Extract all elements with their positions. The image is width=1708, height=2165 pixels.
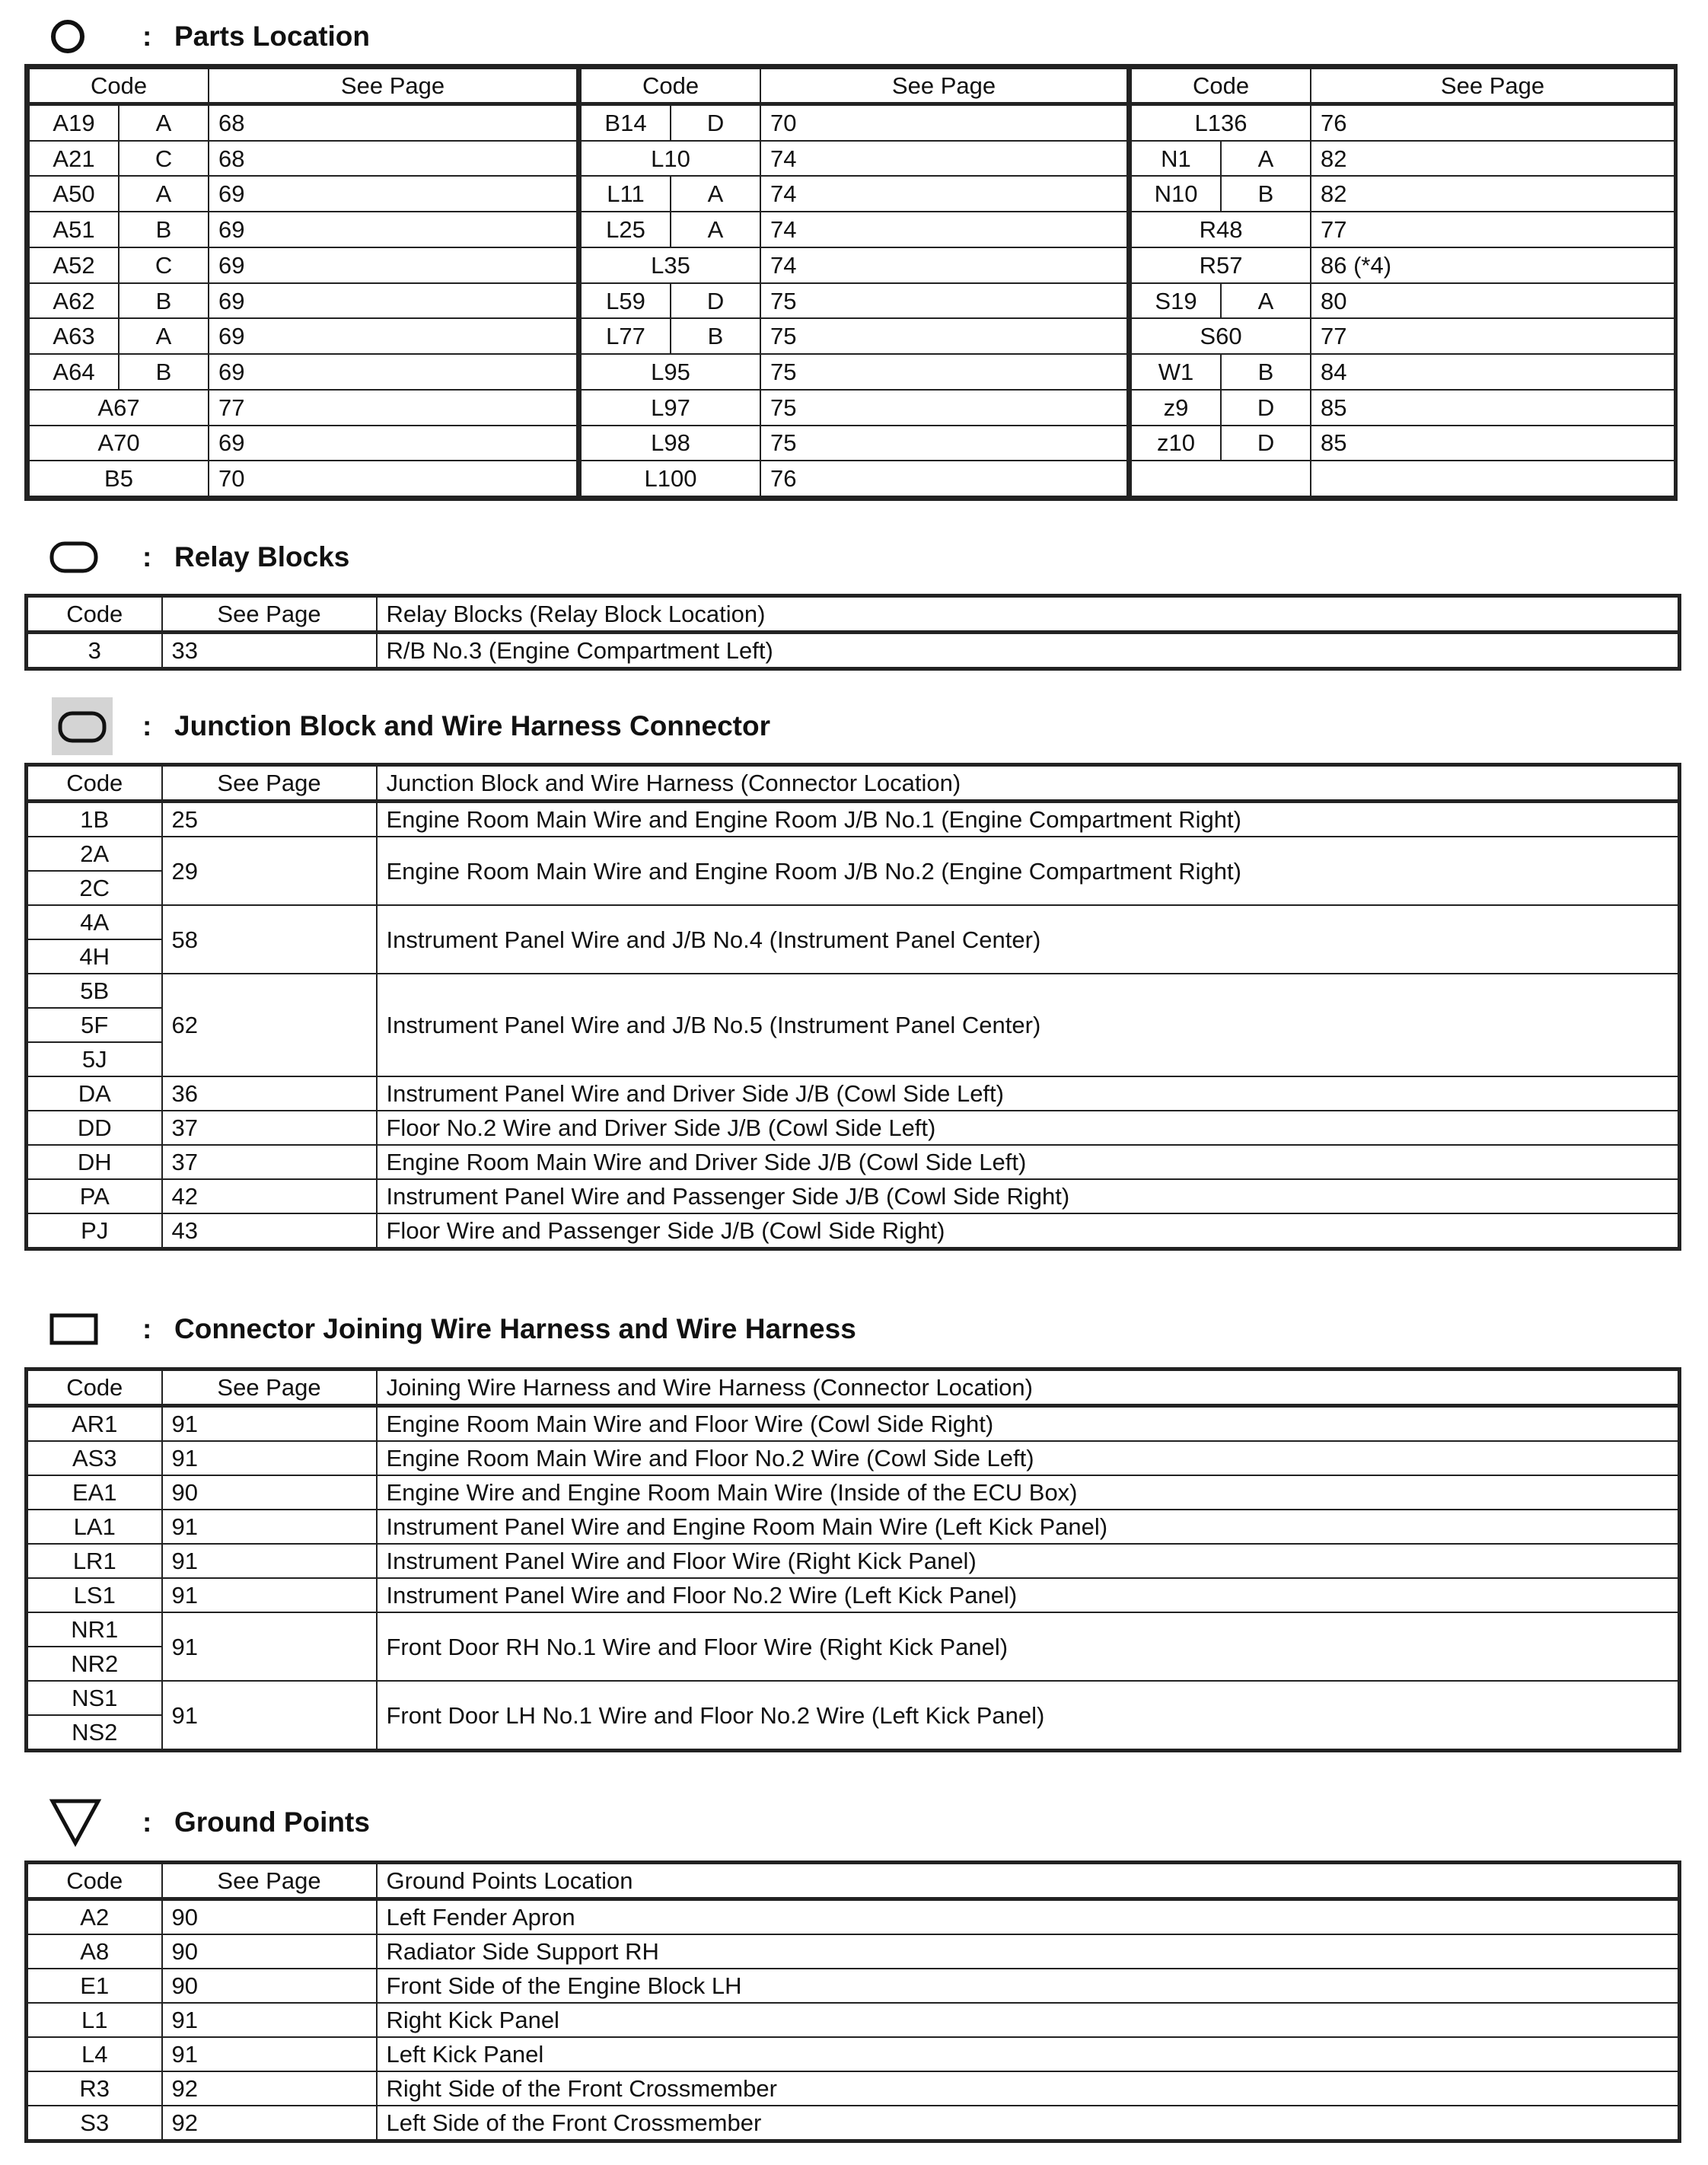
relay-blocks-table: [24, 594, 1681, 671]
table-row: [1131, 104, 1675, 141]
code-cell: AR1: [27, 1406, 162, 1442]
ground-points-heading: [0, 1792, 1675, 1853]
parts-location-table: [24, 64, 1678, 501]
description-header: Relay Blocks (Relay Block Location): [377, 596, 1680, 633]
table-row: [27, 633, 1680, 669]
see-page-value: 86 (*4): [1311, 247, 1675, 283]
see-page-value: 90: [162, 1934, 377, 1969]
see-page-value: 84: [1311, 354, 1675, 390]
table-row: [1131, 141, 1675, 177]
part-code: L136: [1131, 104, 1311, 141]
table-row: [27, 905, 1680, 939]
location-description: Instrument Panel Wire and Floor Wire (Right Kick Panel): [377, 1544, 1680, 1578]
table-row: [581, 283, 1127, 319]
location-description: Instrument Panel Wire and Passenger Side J/B (Cowl Side Right): [377, 1179, 1680, 1213]
part-code: A21: [29, 141, 119, 177]
code-header: Code: [27, 1369, 162, 1406]
table-row: [1131, 176, 1675, 212]
ground-points-table: [24, 1860, 1681, 2143]
part-sub-code: A: [119, 176, 209, 212]
table-row: [29, 426, 577, 461]
see-page-value: 69: [209, 318, 577, 354]
see-page-value: 91: [162, 1681, 377, 1751]
part-code: L59: [581, 283, 671, 319]
code-cell: L1: [27, 2003, 162, 2037]
see-page-value: 43: [162, 1213, 377, 1249]
section-title: Relay Blocks: [174, 541, 350, 572]
location-description: Engine Room Main Wire and Engine Room J/B No.1 (Engine Compartment Right): [377, 802, 1680, 837]
code-cell: NS1: [27, 1681, 162, 1715]
table-row: [29, 247, 577, 283]
location-description: Engine Room Main Wire and Floor Wire (Cowl Side Right): [377, 1406, 1680, 1442]
see-page-value: 69: [209, 283, 577, 319]
part-code: L25: [581, 212, 671, 247]
see-page-value: 37: [162, 1111, 377, 1145]
part-code: L10: [581, 141, 760, 177]
code-header: Code: [27, 596, 162, 633]
table-row: [27, 2071, 1680, 2106]
table-row: [27, 974, 1680, 1008]
table-row: [27, 1578, 1680, 1612]
table-row: [581, 104, 1127, 141]
code-cell: EA1: [27, 1475, 162, 1510]
see-page-value: 29: [162, 837, 377, 905]
location-description: Left Fender Apron: [377, 1899, 1680, 1935]
table-row: [29, 318, 577, 354]
code-cell: 4A: [27, 905, 162, 939]
table-row: [27, 802, 1680, 837]
see-page-header: See Page: [162, 596, 377, 633]
see-page-header: See Page: [760, 69, 1127, 104]
see-page-value: 74: [760, 141, 1127, 177]
see-page-value: 42: [162, 1179, 377, 1213]
table-row: [581, 176, 1127, 212]
part-sub-code: D: [1221, 390, 1311, 426]
code-cell: 5F: [27, 1008, 162, 1042]
section-title: Connector Joining Wire Harness and Wire Harness: [174, 1313, 856, 1344]
table-row: [1131, 212, 1675, 247]
see-page-value: 69: [209, 176, 577, 212]
part-sub-code: D: [671, 283, 760, 319]
see-page-value: 75: [760, 390, 1127, 426]
part-code: z9: [1131, 390, 1221, 426]
code-cell: DH: [27, 1145, 162, 1179]
part-sub-code: C: [119, 141, 209, 177]
part-code: z10: [1131, 426, 1221, 461]
location-description: Right Kick Panel: [377, 2003, 1680, 2037]
see-page-value: 91: [162, 1510, 377, 1544]
part-code: L11: [581, 176, 671, 212]
table-row: [581, 390, 1127, 426]
part-code: S60: [1131, 318, 1311, 354]
part-sub-code: B: [119, 354, 209, 390]
part-code: A62: [29, 283, 119, 319]
table-row: [29, 461, 577, 496]
see-page-value: 85: [1311, 426, 1675, 461]
part-sub-code: B: [1221, 354, 1311, 390]
location-description: R/B No.3 (Engine Compartment Left): [377, 633, 1680, 669]
code-cell: A2: [27, 1899, 162, 1935]
part-code: L100: [581, 461, 760, 496]
see-page-value: 70: [209, 461, 577, 496]
see-page-value: 91: [162, 1441, 377, 1475]
see-page-value: 75: [760, 318, 1127, 354]
part-code: S19: [1131, 283, 1221, 319]
part-sub-code: B: [119, 283, 209, 319]
see-page-value: 76: [1311, 104, 1675, 141]
code-cell: 4H: [27, 939, 162, 974]
see-page-value: 70: [760, 104, 1127, 141]
see-page-value: 82: [1311, 176, 1675, 212]
table-row: [1131, 247, 1675, 283]
location-description: Engine Room Main Wire and Floor No.2 Wire (Cowl Side Left): [377, 1441, 1680, 1475]
location-description: Engine Wire and Engine Room Main Wire (Inside of the ECU Box): [377, 1475, 1680, 1510]
see-page-value: 90: [162, 1899, 377, 1935]
code-cell: DA: [27, 1076, 162, 1111]
part-sub-code: D: [1221, 426, 1311, 461]
part-code: L97: [581, 390, 760, 426]
code-cell: 5B: [27, 974, 162, 1008]
table-row: [27, 1544, 1680, 1578]
code-cell: DD: [27, 1111, 162, 1145]
see-page-value: 69: [209, 212, 577, 247]
table-row: [29, 104, 577, 141]
see-page-header: See Page: [162, 1369, 377, 1406]
part-sub-code: A: [671, 212, 760, 247]
see-page-value: 90: [162, 1969, 377, 2003]
table-row: [27, 2106, 1680, 2141]
see-page-value: 69: [209, 247, 577, 283]
part-code: A70: [29, 426, 209, 461]
see-page-value: 91: [162, 1578, 377, 1612]
rectangle-symbol-icon: [49, 1312, 99, 1347]
part-sub-code: B: [119, 212, 209, 247]
location-description: Instrument Panel Wire and Floor No.2 Wire (Left Kick Panel): [377, 1578, 1680, 1612]
location-description: Instrument Panel Wire and J/B No.5 (Instrument Panel Center): [377, 974, 1680, 1076]
see-page-value: 75: [760, 283, 1127, 319]
code-cell: 5J: [27, 1042, 162, 1076]
see-page-value: 92: [162, 2071, 377, 2106]
section-title: Parts Location: [174, 21, 370, 52]
code-cell: A8: [27, 1934, 162, 1969]
table-row: [1131, 283, 1675, 319]
triangle-symbol-icon: [49, 1797, 102, 1848]
description-header: Ground Points Location: [377, 1863, 1680, 1899]
heading-colon: :: [142, 541, 152, 572]
table-row: [27, 1475, 1680, 1510]
code-cell: L4: [27, 2037, 162, 2071]
table-row: [1131, 461, 1675, 496]
see-page-value: 68: [209, 104, 577, 141]
see-page-value: 37: [162, 1145, 377, 1179]
table-row: [29, 212, 577, 247]
table-row: [27, 1510, 1680, 1544]
table-row: [27, 1934, 1680, 1969]
location-description: Engine Room Main Wire and Driver Side J/B (Cowl Side Left): [377, 1145, 1680, 1179]
parts-column-2: [580, 68, 1126, 497]
table-row: [27, 1179, 1680, 1213]
part-code: A50: [29, 176, 119, 212]
see-page-value: 74: [760, 176, 1127, 212]
part-sub-code: A: [1221, 283, 1311, 319]
see-page-header: See Page: [162, 765, 377, 802]
part-code: L98: [581, 426, 760, 461]
part-code: N1: [1131, 141, 1221, 177]
junction-block-table: [24, 763, 1681, 1251]
junction-block-heading: [0, 696, 1675, 757]
see-page-value: 77: [1311, 318, 1675, 354]
shaded-rounded-rect-symbol-icon: [52, 697, 113, 755]
table-row: [27, 2003, 1680, 2037]
see-page-value: 90: [162, 1475, 377, 1510]
table-row: [27, 1406, 1680, 1442]
heading-colon: :: [142, 710, 152, 741]
part-code: A52: [29, 247, 119, 283]
code-cell: AS3: [27, 1441, 162, 1475]
location-description: Instrument Panel Wire and J/B No.4 (Instrument Panel Center): [377, 905, 1680, 974]
table-row: [1131, 318, 1675, 354]
rounded-rect-symbol-icon: [49, 540, 99, 575]
part-code: B14: [581, 104, 671, 141]
table-row: [1131, 354, 1675, 390]
see-page-value: 85: [1311, 390, 1675, 426]
table-row: [581, 212, 1127, 247]
code-cell: NR2: [27, 1647, 162, 1681]
see-page-value: 77: [209, 390, 577, 426]
see-page-value: 69: [209, 426, 577, 461]
code-cell: LR1: [27, 1544, 162, 1578]
see-page-value: 74: [760, 212, 1127, 247]
parts-location-heading: [0, 6, 1675, 67]
part-code: A64: [29, 354, 119, 390]
location-description: Left Side of the Front Crossmember: [377, 2106, 1680, 2141]
table-row: [581, 426, 1127, 461]
code-header: Code: [27, 765, 162, 802]
part-code: L77: [581, 318, 671, 354]
location-description: Radiator Side Support RH: [377, 1934, 1680, 1969]
table-row: [27, 837, 1680, 871]
table-row: [27, 1681, 1680, 1715]
section-title: Ground Points: [174, 1806, 370, 1838]
code-cell: PA: [27, 1179, 162, 1213]
see-page-value: 92: [162, 2106, 377, 2141]
part-sub-code: A: [119, 104, 209, 141]
location-description: Front Side of the Engine Block LH: [377, 1969, 1680, 2003]
table-row: [29, 354, 577, 390]
see-page-value: 82: [1311, 141, 1675, 177]
part-code: A63: [29, 318, 119, 354]
code-cell: LA1: [27, 1510, 162, 1544]
parts-column-1: [28, 68, 576, 497]
table-row: [27, 1441, 1680, 1475]
code-header: Code: [1131, 69, 1311, 104]
table-row: [1131, 390, 1675, 426]
code-cell: LS1: [27, 1578, 162, 1612]
part-sub-code: B: [671, 318, 760, 354]
section-title: Junction Block and Wire Harness Connector: [174, 710, 770, 741]
table-row: [581, 354, 1127, 390]
part-sub-code: B: [1221, 176, 1311, 212]
circle-symbol-icon: [49, 18, 87, 56]
code-cell: PJ: [27, 1213, 162, 1249]
see-page-header: See Page: [162, 1863, 377, 1899]
see-page-value: [1311, 461, 1675, 496]
table-row: [27, 2037, 1680, 2071]
see-page-value: 77: [1311, 212, 1675, 247]
part-code: A51: [29, 212, 119, 247]
connector-joining-table: [24, 1367, 1681, 1752]
table-row: [1131, 426, 1675, 461]
part-sub-code: D: [671, 104, 760, 141]
see-page-value: 33: [162, 633, 377, 669]
table-row: [581, 461, 1127, 496]
code-cell: R3: [27, 2071, 162, 2106]
see-page-value: 62: [162, 974, 377, 1076]
table-row: [27, 1076, 1680, 1111]
see-page-header: See Page: [1311, 69, 1675, 104]
part-sub-code: C: [119, 247, 209, 283]
heading-colon: :: [142, 1806, 152, 1838]
table-row: [27, 1969, 1680, 2003]
part-code: [1131, 461, 1311, 496]
see-page-value: 36: [162, 1076, 377, 1111]
part-code: A19: [29, 104, 119, 141]
table-row: [27, 1612, 1680, 1647]
code-cell: E1: [27, 1969, 162, 2003]
location-description: Engine Room Main Wire and Engine Room J/B No.2 (Engine Compartment Right): [377, 837, 1680, 905]
see-page-value: 91: [162, 1544, 377, 1578]
table-row: [27, 1899, 1680, 1935]
code-cell: S3: [27, 2106, 162, 2141]
location-description: Front Door LH No.1 Wire and Floor No.2 Wire (Left Kick Panel): [377, 1681, 1680, 1751]
relay-blocks-heading: [0, 527, 1675, 588]
see-page-value: 91: [162, 1612, 377, 1681]
location-description: Floor Wire and Passenger Side J/B (Cowl Side Right): [377, 1213, 1680, 1249]
code-cell: 2C: [27, 871, 162, 905]
table-row: [29, 390, 577, 426]
table-row: [29, 141, 577, 177]
code-header: Code: [581, 69, 760, 104]
part-sub-code: A: [671, 176, 760, 212]
connector-joining-heading: [0, 1299, 1675, 1360]
heading-colon: :: [142, 21, 152, 52]
location-description: Instrument Panel Wire and Engine Room Main Wire (Left Kick Panel): [377, 1510, 1680, 1544]
see-page-value: 75: [760, 426, 1127, 461]
table-row: [29, 283, 577, 319]
code-header: Code: [27, 1863, 162, 1899]
part-code: W1: [1131, 354, 1221, 390]
table-row: [29, 176, 577, 212]
see-page-value: 68: [209, 141, 577, 177]
see-page-value: 91: [162, 2037, 377, 2071]
parts-column-3: [1130, 68, 1674, 497]
see-page-value: 75: [760, 354, 1127, 390]
heading-colon: :: [142, 1313, 152, 1344]
see-page-value: 69: [209, 354, 577, 390]
part-code: A67: [29, 390, 209, 426]
table-row: [581, 141, 1127, 177]
table-row: [27, 1213, 1680, 1249]
part-code: R48: [1131, 212, 1311, 247]
part-sub-code: A: [119, 318, 209, 354]
see-page-value: 91: [162, 2003, 377, 2037]
table-row: [27, 1111, 1680, 1145]
location-description: Floor No.2 Wire and Driver Side J/B (Cowl Side Left): [377, 1111, 1680, 1145]
part-code: B5: [29, 461, 209, 496]
table-row: [581, 318, 1127, 354]
part-code: N10: [1131, 176, 1221, 212]
table-row: [581, 247, 1127, 283]
see-page-value: 91: [162, 1406, 377, 1442]
see-page-value: 58: [162, 905, 377, 974]
code-cell: NR1: [27, 1612, 162, 1647]
part-sub-code: A: [1221, 141, 1311, 177]
part-code: L35: [581, 247, 760, 283]
description-header: Junction Block and Wire Harness (Connector Location): [377, 765, 1680, 802]
see-page-value: 74: [760, 247, 1127, 283]
see-page-value: 80: [1311, 283, 1675, 319]
part-code: L95: [581, 354, 760, 390]
code-cell: 3: [27, 633, 162, 669]
part-code: R57: [1131, 247, 1311, 283]
code-header: Code: [29, 69, 209, 104]
see-page-value: 76: [760, 461, 1127, 496]
location-description: Instrument Panel Wire and Driver Side J/B (Cowl Side Left): [377, 1076, 1680, 1111]
description-header: Joining Wire Harness and Wire Harness (Connector Location): [377, 1369, 1680, 1406]
location-description: Right Side of the Front Crossmember: [377, 2071, 1680, 2106]
code-cell: 2A: [27, 837, 162, 871]
see-page-header: See Page: [209, 69, 577, 104]
see-page-value: 25: [162, 802, 377, 837]
location-description: Left Kick Panel: [377, 2037, 1680, 2071]
code-cell: 1B: [27, 802, 162, 837]
code-cell: NS2: [27, 1715, 162, 1751]
table-row: [27, 1145, 1680, 1179]
location-description: Front Door RH No.1 Wire and Floor Wire (Right Kick Panel): [377, 1612, 1680, 1681]
